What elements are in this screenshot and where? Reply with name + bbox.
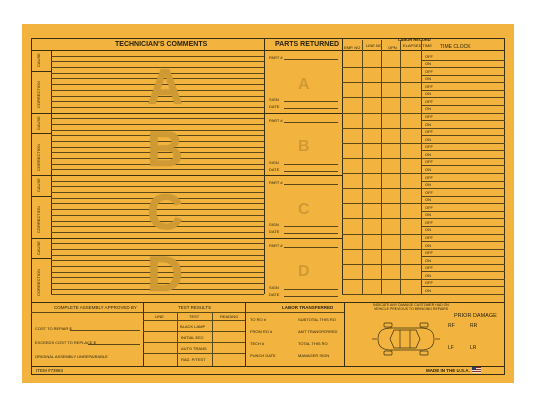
to-ro-label: TO RO # [250, 317, 266, 322]
parts-field-label: DATE [269, 291, 280, 297]
clock-off-label: OFF [425, 129, 433, 135]
lr-label: LR [470, 345, 477, 351]
clock-off-label: OFF [425, 68, 433, 74]
parts-letter-a: A [298, 76, 310, 93]
labor-row-line[interactable] [342, 249, 505, 250]
test-row-line-3 [143, 353, 245, 354]
exceeds-cost-label: EXCEEDS COST TO REPLACE $ [35, 340, 96, 345]
clock-on-label: ON [425, 182, 431, 188]
labor-transferred-label: LABOR TRANSFERRED [282, 305, 334, 310]
clock-off-label: OFF [425, 235, 433, 240]
approval-test-divider [143, 302, 144, 366]
labor-row-line[interactable] [342, 234, 505, 235]
labor-row-line[interactable] [421, 226, 505, 227]
labor-row-line[interactable] [421, 60, 505, 61]
total-ro-label: TOTAL THIS RO [298, 341, 328, 346]
clock-off-label: OFF [425, 83, 433, 89]
parts-field-line[interactable] [284, 59, 338, 60]
labor-row-line[interactable] [342, 173, 505, 174]
parts-field-label: PART # [269, 242, 283, 248]
parts-field-label: PART # [269, 117, 283, 123]
amt-transferred-label: AMT TRANSFERRED [298, 329, 338, 334]
line-col-line [381, 40, 382, 294]
cause-label: CAUSE [36, 115, 41, 130]
clock-off-label: OFF [425, 189, 433, 195]
clock-on-label: ON [425, 121, 431, 127]
correction-label: CORRECTION [36, 268, 41, 296]
clock-off-label: OFF [425, 98, 433, 104]
test-reading-header: READING [220, 314, 239, 319]
comment-line[interactable] [51, 181, 264, 182]
parts-field-label: SIGN [269, 159, 279, 165]
section-letter-a: A [147, 59, 184, 115]
cause-correction-divider [31, 133, 51, 134]
labor-row-line[interactable] [342, 67, 505, 68]
labor-row-line[interactable] [421, 256, 505, 257]
labor-row-line[interactable] [342, 113, 505, 114]
elapsed-time-header: ELAPSED TIME [403, 43, 433, 48]
clock-on-label: ON [425, 197, 431, 203]
vehicle-diagram-icon [370, 316, 442, 362]
cause-correction-divider [31, 71, 51, 72]
clock-on-label: ON [425, 212, 431, 218]
labor-row-line[interactable] [421, 120, 505, 121]
clock-off-label: OFF [425, 174, 433, 180]
test-row-line-0 [143, 320, 245, 321]
clock-on-label: ON [425, 151, 431, 157]
rf-label: RF [448, 323, 455, 329]
labor-damage-divider [344, 302, 345, 366]
section-boundary [31, 238, 342, 239]
opn-col-line [400, 40, 401, 294]
test-black-lamp: BLACK LAMP [180, 324, 206, 329]
footer-line [31, 366, 505, 367]
opn-header: OPN [388, 45, 397, 50]
original-assembly-label: ORIGINAL ASSEMBLY UNREPAIRABLE [35, 354, 108, 359]
cost-repair-label: COST TO REPAIR $ [35, 326, 72, 331]
tech-label: TECH # [250, 341, 265, 346]
cause-label: CAUSE [36, 240, 41, 255]
clock-off-label: OFF [425, 204, 433, 210]
parts-field-label: SIGN [269, 97, 279, 102]
clock-off-label: OFF [425, 144, 433, 150]
parts-field-label: PART # [269, 55, 283, 60]
made-in-usa: MADE IN THE U.S.A. [426, 368, 470, 373]
parts-field-label: DATE [269, 229, 280, 234]
manager-sign-label: MANAGER SIGN [298, 353, 330, 358]
clock-on-label: ON [425, 272, 431, 278]
clock-off-label: OFF [425, 114, 433, 119]
parts-field-line[interactable] [284, 184, 338, 185]
clock-off-label: OFF [425, 250, 433, 256]
labor-row-line[interactable] [342, 128, 505, 129]
section-letter-d: D [147, 246, 184, 302]
parts-labor-divider [342, 38, 343, 294]
clock-off-label: OFF [425, 53, 433, 59]
parts-field-line[interactable] [284, 296, 338, 297]
prior-damage-label: PRIOR DAMAGE [454, 313, 497, 319]
parts-field-line[interactable] [284, 164, 338, 165]
labor-row-line[interactable] [421, 105, 505, 106]
parts-field-line[interactable] [284, 233, 338, 234]
clock-on-label: ON [425, 91, 431, 97]
labor-row-line[interactable] [342, 218, 505, 219]
labor-row-line[interactable] [421, 271, 505, 272]
emp-no-header: EMP. NO [344, 45, 361, 50]
test-auto-trans: AUTO TRANS [181, 346, 207, 351]
punch-date-label: PUNCH DATE [250, 353, 276, 358]
clock-on-label: ON [425, 287, 431, 293]
parts-field-label: PART # [269, 180, 283, 185]
clock-off-label: OFF [425, 265, 433, 271]
labor-row-line[interactable] [342, 158, 505, 159]
test-row-line-1 [143, 331, 245, 332]
correction-label: CORRECTION [36, 81, 41, 108]
cause-label: CAUSE [36, 178, 41, 192]
clock-off-label: OFF [425, 219, 433, 225]
parts-field-line[interactable] [284, 247, 338, 248]
clock-on-label: ON [425, 106, 431, 112]
labor-row-line[interactable] [421, 75, 505, 76]
parts-field-line[interactable] [284, 226, 338, 227]
parts-field-label: DATE [269, 104, 280, 109]
item-number: ITEM #73983 [36, 368, 64, 373]
subtotal-label: SUBTOTAL THIS RO [298, 317, 336, 322]
side-label-divider [51, 50, 52, 294]
clock-on-label: ON [425, 61, 431, 67]
clock-off-label: OFF [425, 280, 433, 286]
section-boundary [31, 113, 342, 114]
parts-returned-heading: PARTS RETURNED [275, 41, 340, 48]
labor-row-line[interactable] [421, 165, 505, 166]
clock-on-label: ON [425, 76, 431, 82]
bottom-header-line [31, 312, 344, 313]
clock-on-label: ON [425, 242, 431, 248]
labor-row-line[interactable] [342, 82, 505, 83]
labor-record-heading: LABOR RECORD [398, 37, 431, 42]
parts-letter-b: B [298, 138, 310, 155]
parts-field-label: SIGN [269, 284, 279, 290]
test-line-header: LINE [155, 314, 164, 319]
labor-row-line[interactable] [342, 203, 505, 204]
us-flag-icon [472, 367, 481, 373]
labor-row-line[interactable] [421, 90, 505, 91]
clock-on-label: ON [425, 257, 431, 263]
labor-row-line[interactable] [421, 241, 505, 242]
damage-note: INDICATE ANY DAMAGE CUSTOMER HAD ON VEHICLE PREVIOUS TO BRINGING REPAIRS [373, 303, 449, 311]
labor-row-line[interactable] [421, 135, 505, 136]
tech-comments-heading: TECHNICIAN'S COMMENTS [115, 41, 208, 48]
exceeds-cost-field[interactable] [88, 344, 140, 345]
labor-row-line[interactable] [421, 181, 505, 182]
labor-row-line[interactable] [342, 97, 505, 98]
labor-row-line[interactable] [421, 286, 505, 287]
parts-field-line[interactable] [284, 171, 338, 172]
cause-correction-divider [31, 196, 51, 197]
test-results-label: TEST RESULTS [178, 305, 212, 310]
comment-line[interactable] [51, 56, 264, 57]
correction-label: CORRECTION [36, 206, 41, 233]
comments-parts-divider [264, 38, 265, 294]
from-ro-label: FROM RO # [250, 329, 273, 334]
clock-on-label: ON [425, 166, 431, 172]
assembly-approved-label: COMPLETE ASSEMBLY APPROVED BY [54, 305, 137, 310]
emp-col-line [362, 40, 363, 294]
labor-row-line[interactable] [342, 143, 505, 144]
section-boundary [31, 50, 342, 51]
labor-row-line[interactable] [421, 196, 505, 197]
test-labor-divider [245, 302, 246, 366]
section-letter-b: B [147, 121, 184, 177]
test-row-line-2 [143, 342, 245, 343]
labor-row-line[interactable] [342, 264, 505, 265]
parts-field-line[interactable] [284, 101, 338, 102]
clock-on-label: ON [425, 136, 431, 142]
parts-letter-c: C [298, 201, 310, 218]
cause-correction-divider [31, 258, 51, 259]
parts-field-line[interactable] [284, 289, 338, 290]
section-boundary [31, 175, 342, 176]
parts-letter-d: D [298, 263, 310, 280]
cause-label: CAUSE [36, 53, 41, 67]
labor-row-line[interactable] [421, 211, 505, 212]
clock-on-label: ON [425, 227, 431, 233]
parts-field-line[interactable] [284, 108, 338, 109]
labor-row-line[interactable] [342, 294, 505, 295]
clock-off-label: OFF [425, 159, 433, 165]
section-letter-c: C [147, 184, 184, 240]
labor-row-line[interactable] [342, 188, 505, 189]
parts-field-line[interactable] [284, 122, 338, 123]
lf-label: LF [448, 345, 454, 351]
test-rad-ptest: RAD. P/TEST [181, 357, 206, 362]
cost-repair-field[interactable] [70, 330, 140, 331]
labor-row-line[interactable] [342, 279, 505, 280]
labor-row-line[interactable] [421, 150, 505, 151]
parts-field-label: DATE [269, 166, 280, 172]
line-no-header: LINE NO [366, 43, 383, 48]
test-test-header: TEST [189, 314, 200, 319]
correction-label: CORRECTION [36, 143, 41, 171]
parts-field-label: SIGN [269, 222, 279, 227]
time-clock-header: TIME CLOCK [440, 44, 471, 50]
rr-label: RR [470, 323, 478, 329]
test-initial-eec: INITIAL EEC [181, 335, 204, 340]
